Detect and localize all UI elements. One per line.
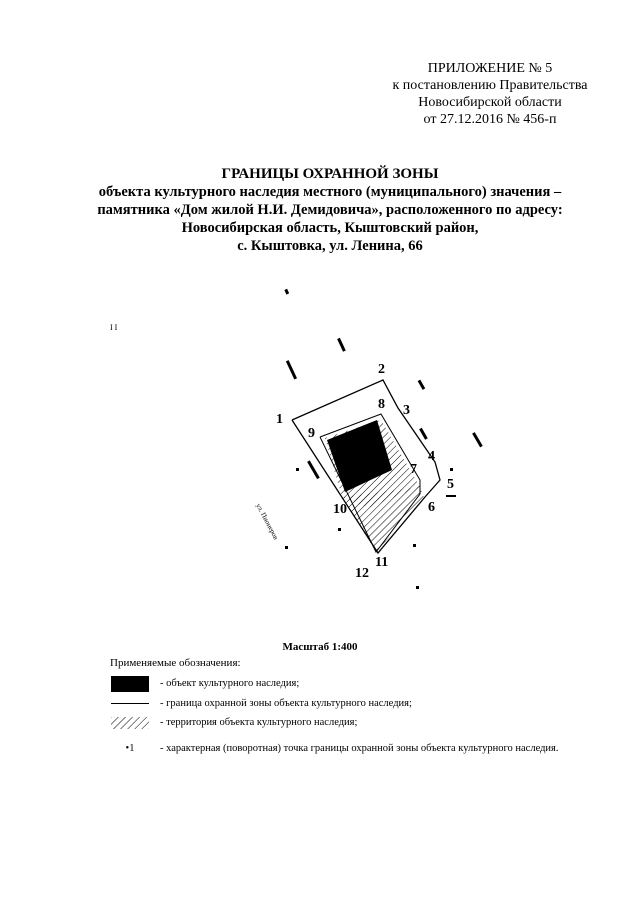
point-label-3: 3 bbox=[403, 403, 410, 418]
legend-item-territory bbox=[110, 716, 357, 729]
map-scale: Масштаб 1:400 bbox=[282, 641, 358, 653]
point-label-11: 11 bbox=[375, 555, 389, 570]
title-line-5: с. Кыштовка, ул. Ленина, 66 bbox=[237, 238, 423, 254]
point-label-10: 10 bbox=[333, 502, 347, 517]
point-label-5: 5 bbox=[447, 477, 454, 492]
appendix-header bbox=[380, 60, 600, 128]
legend-object-text: - объект культурного наследия; bbox=[160, 678, 300, 689]
corner-mark: I I bbox=[110, 323, 118, 332]
legend-item-object bbox=[110, 676, 299, 692]
legend-object-symbol bbox=[110, 676, 150, 692]
point-label-4: 4 bbox=[428, 449, 435, 464]
appendix-date: от 27.12.2016 № 456-п bbox=[423, 112, 557, 127]
legend-item-boundary bbox=[110, 697, 412, 710]
legend-point-symbol: •1 bbox=[125, 743, 135, 754]
legend-item-point bbox=[110, 742, 580, 755]
legend-title: Применяемые обозначения: bbox=[110, 657, 241, 669]
point-label-6: 6 bbox=[428, 500, 435, 515]
appendix-number: ПРИЛОЖЕНИЕ № 5 bbox=[427, 61, 553, 76]
street-label: ул. Пионеров bbox=[254, 502, 280, 541]
legend-point-text: - характерная (поворотная) точка границы охранной зоны объекта культурного наследия. bbox=[160, 743, 559, 754]
appendix-ref: к постановлению Правительства bbox=[392, 78, 588, 93]
document-title bbox=[80, 165, 580, 255]
legend-boundary-text: - граница охранной зоны объекта культурного наследия; bbox=[160, 698, 412, 709]
legend-boundary-symbol bbox=[110, 697, 150, 710]
legend-territory-text: - территория объекта культурного наследия; bbox=[160, 717, 358, 728]
point-label-1: 1 bbox=[276, 412, 283, 427]
title-line-3: памятника «Дом жилой Н.И. Демидовича», расположенного по адресу: bbox=[97, 202, 563, 218]
title-line-2: объекта культурного наследия местного (муниципального) значения – bbox=[98, 184, 562, 200]
appendix-region: Новосибирской области bbox=[418, 95, 562, 110]
title-main: ГРАНИЦЫ ОХРАННОЙ ЗОНЫ bbox=[221, 166, 439, 182]
point-label-12: 12 bbox=[355, 566, 369, 581]
site-plan-map bbox=[0, 270, 640, 610]
point-label-7: 7 bbox=[410, 462, 417, 477]
legend-territory-symbol bbox=[110, 716, 150, 729]
point-label-9: 9 bbox=[308, 426, 315, 441]
title-line-4: Новосибирская область, Кыштовский район, bbox=[181, 220, 479, 236]
point-label-2: 2 bbox=[378, 362, 385, 377]
point-label-8: 8 bbox=[378, 397, 385, 412]
